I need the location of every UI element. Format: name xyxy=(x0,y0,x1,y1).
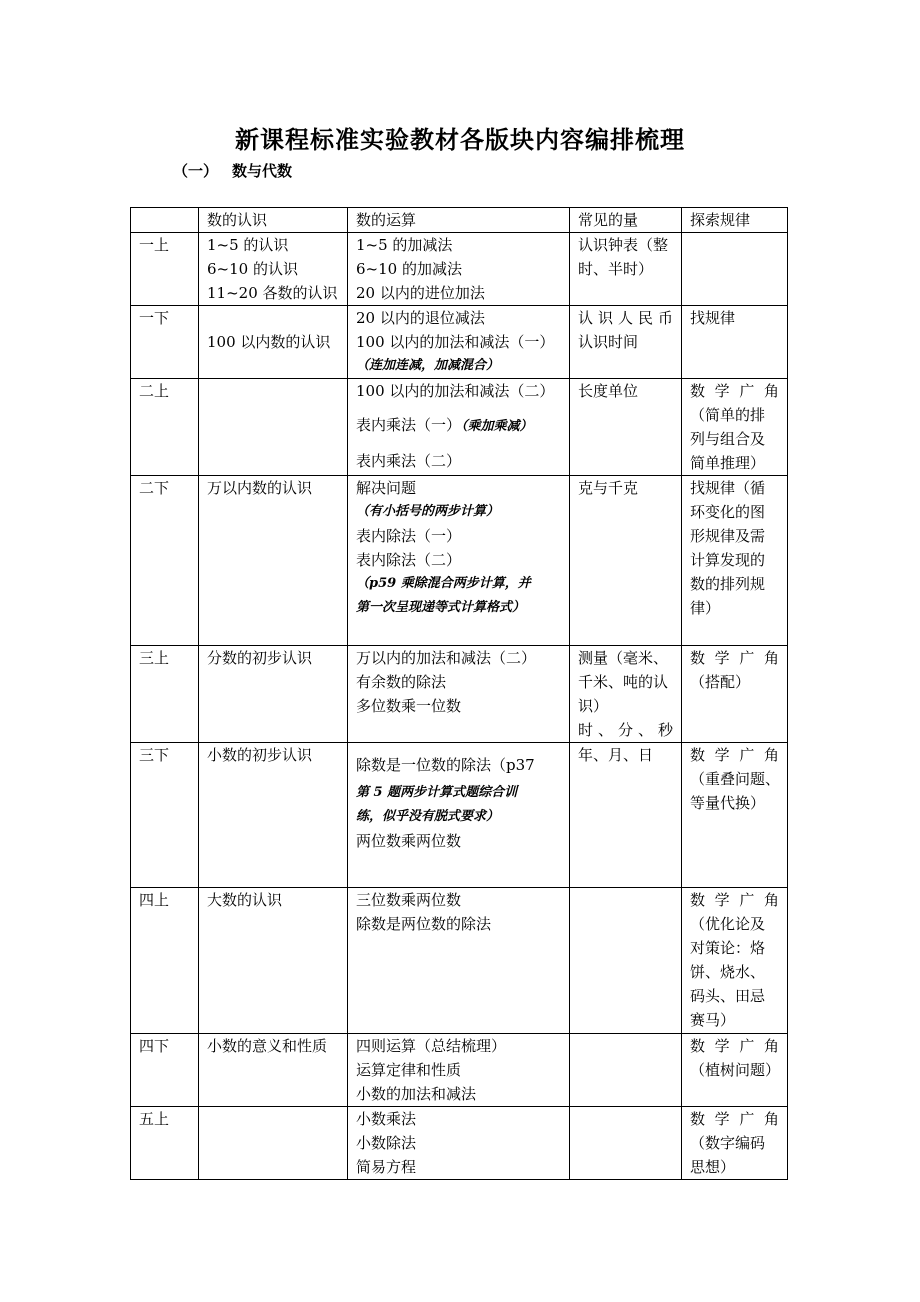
cell-line: 数学广角 xyxy=(690,1037,779,1055)
cell-line: 两位数乘两位数 xyxy=(356,832,462,850)
header-operation: 数的运算 xyxy=(348,208,570,233)
cell-line: 四则运算（总结梳理） xyxy=(356,1037,507,1055)
cell-line: 运算定律和性质 xyxy=(356,1061,462,1079)
cell-line: 小数的意义和性质 xyxy=(207,1037,328,1055)
recognition-cell xyxy=(199,476,348,646)
pattern-cell xyxy=(682,743,788,888)
cell-line: 解决问题 xyxy=(356,479,417,497)
cell-line: 20 以内的进位加法 xyxy=(356,284,485,302)
cell-line: 100 以内的加法和减法（二） xyxy=(356,382,555,400)
cell-line: 等量代换） xyxy=(690,794,766,812)
handwritten-note: 第一次呈现递等式计算格式） xyxy=(356,600,526,615)
grade-cell: 五上 xyxy=(131,1107,199,1180)
cell-line: 万以内数的认识 xyxy=(207,479,313,497)
section-heading xyxy=(173,160,292,181)
pattern-cell xyxy=(682,888,788,1034)
cell-line: 小数的初步认识 xyxy=(207,746,313,764)
grade-cell: 四下 xyxy=(131,1034,199,1107)
cell-line: 找规律（循 xyxy=(690,479,766,497)
cell-line: 饼、烧水、 xyxy=(690,963,766,981)
cell-line: 码头、田忌 xyxy=(690,987,766,1005)
handwritten-note: （p59 乘除混合两步计算，并 xyxy=(356,576,531,591)
recognition-cell xyxy=(199,888,348,1034)
section-number: （一） xyxy=(173,162,219,180)
cell-line: 思想） xyxy=(690,1158,736,1176)
cell-line: 数的排列规 xyxy=(690,575,766,593)
cell-line: 简易方程 xyxy=(356,1158,417,1176)
cell-line: 分数的初步认识 xyxy=(207,649,313,667)
cell-line: 表内除法（一） xyxy=(356,527,462,545)
cell-line: 形规律及需 xyxy=(690,527,766,545)
operation-cell xyxy=(348,379,570,476)
pattern-cell xyxy=(682,379,788,476)
cell-line: 11~20 各数的认识 xyxy=(207,284,338,302)
cell-line: 20 以内的退位减法 xyxy=(356,309,485,327)
recognition-cell xyxy=(199,1034,348,1107)
cell-line: 6~10 的认识 xyxy=(207,260,298,278)
table-row xyxy=(131,1107,788,1180)
recognition-cell xyxy=(199,306,348,379)
cell-line: 列与组合及 xyxy=(690,430,766,448)
pattern-cell xyxy=(682,476,788,646)
table-row xyxy=(131,379,788,476)
cell-line: 小数除法 xyxy=(356,1134,417,1152)
cell-line: 表内乘法（一）（乘加乘减） xyxy=(356,416,533,434)
quantity-cell xyxy=(570,888,682,1034)
cell-line: （植树问题） xyxy=(690,1061,781,1079)
quantity-cell xyxy=(570,646,682,743)
curriculum-table xyxy=(130,207,788,1180)
quantity-cell xyxy=(570,1107,682,1180)
cell-line: 认识时间 xyxy=(578,333,639,351)
cell-line: 计算发现的 xyxy=(690,551,766,569)
recognition-cell xyxy=(199,743,348,888)
pattern-cell xyxy=(682,233,788,306)
cell-line: 简单推理） xyxy=(690,454,766,472)
recognition-cell xyxy=(199,646,348,743)
table-row xyxy=(131,743,788,888)
cell-line: 100 以内的加法和减法（一） xyxy=(356,333,555,351)
header-grade xyxy=(131,208,199,233)
pattern-cell xyxy=(682,1107,788,1180)
cell-line: 数学广角 xyxy=(690,891,779,909)
cell-line: 1~5 的认识 xyxy=(207,236,289,254)
operation-cell xyxy=(348,233,570,306)
grade-cell: 四上 xyxy=(131,888,199,1034)
cell-line: （数字编码 xyxy=(690,1134,766,1152)
cell-line: 认识人民币 xyxy=(578,309,673,327)
quantity-cell xyxy=(570,306,682,379)
cell-line: （优化论及 xyxy=(690,915,766,933)
cell-line: 千米、吨的认 xyxy=(578,673,669,691)
cell-line: 长度单位 xyxy=(578,382,639,400)
table-row xyxy=(131,1034,788,1107)
quantity-cell xyxy=(570,476,682,646)
cell-line: 对策论：烙 xyxy=(690,939,766,957)
cell-line: 识） xyxy=(578,697,609,715)
grade-cell: 一下 xyxy=(131,306,199,379)
header-row xyxy=(131,208,788,233)
operation-cell xyxy=(348,306,570,379)
cell-line: 认识钟表（整 xyxy=(578,236,669,254)
quantity-cell xyxy=(570,379,682,476)
pattern-cell xyxy=(682,646,788,743)
cell-line: 有余数的除法 xyxy=(356,673,447,691)
cell-line: 律） xyxy=(690,599,721,617)
cell-line: 找规律 xyxy=(690,309,736,327)
pattern-cell xyxy=(682,306,788,379)
table-row xyxy=(131,306,788,379)
table-row xyxy=(131,476,788,646)
recognition-cell xyxy=(199,1107,348,1180)
cell-line: 环变化的图 xyxy=(690,503,766,521)
header-quantity: 常见的量 xyxy=(570,208,682,233)
operation-cell xyxy=(348,743,570,888)
cell-line: 赛马） xyxy=(690,1011,736,1029)
header-pattern: 探索规律 xyxy=(682,208,788,233)
header-recognition: 数的认识 xyxy=(199,208,348,233)
operation-cell xyxy=(348,888,570,1034)
table-row xyxy=(131,646,788,743)
cell-line: 年、月、日 xyxy=(578,746,654,764)
operation-cell xyxy=(348,1107,570,1180)
cell-line: 克与千克 xyxy=(578,479,639,497)
quantity-cell xyxy=(570,743,682,888)
document-title: 新课程标准实验教材各版块内容编排梳理 xyxy=(235,126,685,154)
pattern-cell xyxy=(682,1034,788,1107)
cell-line: （搭配） xyxy=(690,673,751,691)
handwritten-note: 练，似乎没有脱式要求） xyxy=(356,809,500,824)
cell-line: （重叠问题、 xyxy=(690,770,781,788)
operation-cell xyxy=(348,1034,570,1107)
cell-line: 数学广角 xyxy=(690,746,779,764)
section-label: 数与代数 xyxy=(232,162,293,180)
cell-line: 数学广角 xyxy=(690,649,779,667)
cell-line: 万以内的加法和减法（二） xyxy=(356,649,537,667)
operation-cell xyxy=(348,646,570,743)
cell-line: 数学广角 xyxy=(690,382,779,400)
handwritten-note: （有小括号的两步计算） xyxy=(356,504,500,519)
cell-line: 表内除法（二） xyxy=(356,551,462,569)
quantity-cell xyxy=(570,1034,682,1107)
cell-line: 大数的认识 xyxy=(207,891,283,909)
cell-line: 表内乘法（二） xyxy=(356,452,462,470)
grade-cell: 二上 xyxy=(131,379,199,476)
table-row xyxy=(131,888,788,1034)
cell-line: 除数是两位数的除法 xyxy=(356,915,492,933)
handwritten-note: （连加连减，加减混合） xyxy=(356,358,500,373)
cell-line: 小数的加法和减法 xyxy=(356,1085,477,1103)
handwritten-note: （乘加乘减） xyxy=(461,419,533,434)
grade-cell: 三下 xyxy=(131,743,199,888)
grade-cell: 三上 xyxy=(131,646,199,743)
cell-line: 1~5 的加减法 xyxy=(356,236,453,254)
cell-line: 小数乘法 xyxy=(356,1110,417,1128)
quantity-cell xyxy=(570,233,682,306)
handwritten-note: 第 5 题两步计算式题综合训 xyxy=(356,785,518,800)
grade-cell: 一上 xyxy=(131,233,199,306)
cell-line: （简单的排 xyxy=(690,406,766,424)
cell-line: 除数是一位数的除法（p37 xyxy=(356,756,535,774)
cell-line: 时、分、秒 xyxy=(578,721,673,739)
grade-cell: 二下 xyxy=(131,476,199,646)
cell-line: 三位数乘两位数 xyxy=(356,891,462,909)
cell-line: 数学广角 xyxy=(690,1110,779,1128)
recognition-cell xyxy=(199,233,348,306)
cell-line: 6~10 的加减法 xyxy=(356,260,462,278)
operation-cell xyxy=(348,476,570,646)
recognition-cell xyxy=(199,379,348,476)
cell-line: 100 以内数的认识 xyxy=(207,333,331,351)
cell-line: 时、半时） xyxy=(578,260,654,278)
table-row xyxy=(131,233,788,306)
cell-line: 测量（毫米、 xyxy=(578,649,669,667)
cell-line: 多位数乘一位数 xyxy=(356,697,462,715)
